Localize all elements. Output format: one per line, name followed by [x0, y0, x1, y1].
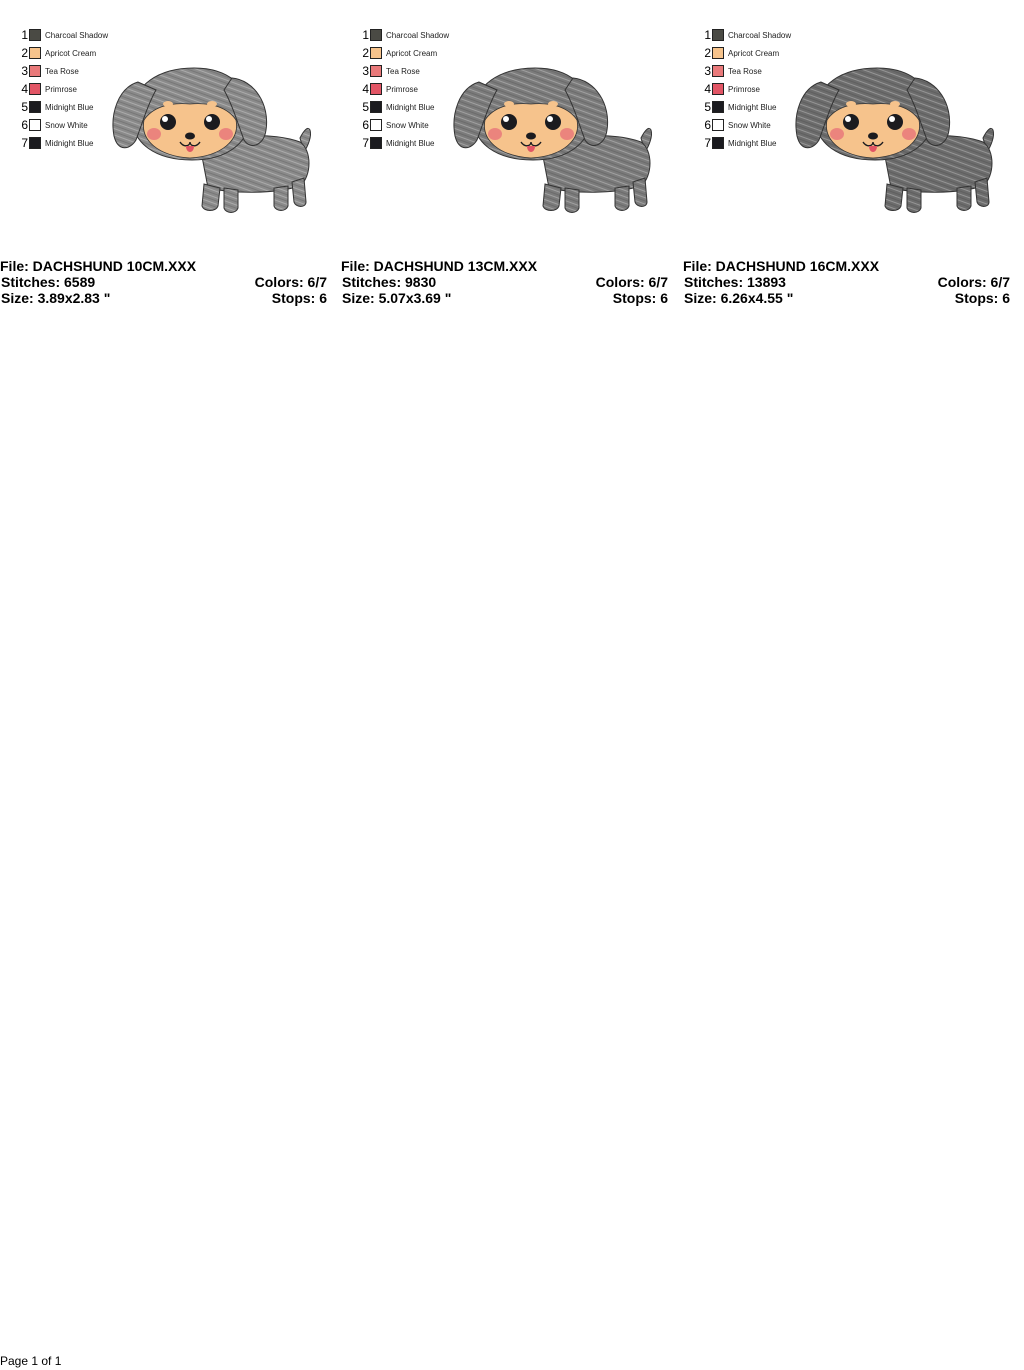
palette-row	[701, 80, 791, 98]
palette-row	[701, 134, 791, 152]
palette-number: 4	[704, 82, 711, 96]
palette-number: 3	[21, 64, 28, 78]
palette-swatch	[370, 101, 382, 113]
design-size: Size: 5.07x3.69 "	[342, 290, 452, 306]
palette-row	[18, 80, 108, 98]
palette-color-name: Midnight Blue	[45, 102, 94, 112]
palette-color-name: Primrose	[386, 84, 419, 94]
palette-color-name: Snow White	[728, 120, 771, 130]
color-count: Colors: 6/7	[254, 274, 327, 290]
palette-color-name: Midnight Blue	[386, 102, 435, 112]
palette-swatch	[712, 137, 724, 149]
palette-color-name: Charcoal Shadow	[728, 30, 792, 40]
palette-swatch	[712, 29, 724, 41]
palette-color-name: Midnight Blue	[45, 138, 94, 148]
palette-number: 6	[704, 118, 711, 132]
palette-color-name: Snow White	[45, 120, 88, 130]
palette-swatch	[712, 119, 724, 131]
palette-number: 2	[21, 46, 28, 60]
palette-row	[18, 26, 108, 44]
palette-row	[701, 26, 791, 44]
palette-color-name: Primrose	[45, 84, 78, 94]
color-count: Colors: 6/7	[595, 274, 668, 290]
palette-number: 5	[704, 100, 711, 114]
palette-row	[701, 116, 791, 134]
palette-row	[359, 98, 449, 116]
palette-swatch	[370, 137, 382, 149]
stop-count: Stops: 6	[612, 290, 668, 306]
palette-number: 4	[21, 82, 28, 96]
palette-swatch	[712, 83, 724, 95]
page-number: Page 1 of 1	[0, 1354, 62, 1368]
palette-number: 6	[362, 118, 369, 132]
color-count: Colors: 6/7	[937, 274, 1010, 290]
stitch-count: Stitches: 13893	[684, 274, 786, 290]
palette-swatch	[712, 47, 724, 59]
palette-row	[18, 116, 108, 134]
palette-number: 2	[704, 46, 711, 60]
palette-color-name: Midnight Blue	[386, 138, 435, 148]
file-name: File: DACHSHUND 16CM.XXX	[683, 258, 880, 274]
palette-row	[359, 44, 449, 62]
design-panel	[341, 0, 671, 320]
palette-number: 5	[21, 100, 28, 114]
palette-number: 1	[21, 28, 28, 42]
palette-row	[18, 44, 108, 62]
palette-swatch	[29, 137, 41, 149]
color-palette	[701, 26, 791, 152]
palette-row	[359, 116, 449, 134]
palette-number: 1	[704, 28, 711, 42]
palette-color-name: Snow White	[386, 120, 429, 130]
file-name: File: DACHSHUND 10CM.XXX	[0, 258, 197, 274]
stitch-count: Stitches: 9830	[342, 274, 437, 290]
palette-color-name: Apricot Cream	[386, 48, 438, 58]
design-panel	[683, 0, 1013, 320]
palette-number: 7	[704, 136, 711, 150]
palette-number: 4	[362, 82, 369, 96]
palette-color-name: Midnight Blue	[728, 102, 777, 112]
palette-row	[18, 98, 108, 116]
palette-swatch	[712, 65, 724, 77]
palette-swatch	[712, 101, 724, 113]
palette-color-name: Apricot Cream	[45, 48, 97, 58]
palette-row	[701, 44, 791, 62]
palette-swatch	[29, 65, 41, 77]
design-size: Size: 6.26x4.55 "	[684, 290, 794, 306]
palette-swatch	[370, 83, 382, 95]
palette-row	[359, 62, 449, 80]
palette-row	[359, 134, 449, 152]
palette-color-name: Charcoal Shadow	[386, 30, 450, 40]
palette-row	[359, 26, 449, 44]
color-palette	[359, 26, 449, 152]
palette-color-name: Charcoal Shadow	[45, 30, 109, 40]
palette-number: 2	[362, 46, 369, 60]
dachshund-embroidery-image	[104, 60, 324, 216]
palette-number: 7	[362, 136, 369, 150]
palette-number: 7	[21, 136, 28, 150]
stop-count: Stops: 6	[271, 290, 327, 306]
palette-color-name: Tea Rose	[386, 66, 420, 76]
palette-row	[18, 62, 108, 80]
dachshund-embroidery-image	[787, 60, 1007, 216]
palette-number: 3	[704, 64, 711, 78]
palette-color-name: Primrose	[728, 84, 761, 94]
palette-number: 5	[362, 100, 369, 114]
palette-row	[18, 134, 108, 152]
palette-swatch	[29, 29, 41, 41]
palette-row	[701, 62, 791, 80]
palette-number: 6	[21, 118, 28, 132]
palette-swatch	[29, 101, 41, 113]
palette-color-name: Tea Rose	[728, 66, 762, 76]
palette-swatch	[29, 83, 41, 95]
palette-color-name: Apricot Cream	[728, 48, 780, 58]
file-name: File: DACHSHUND 13CM.XXX	[341, 258, 538, 274]
palette-swatch	[370, 65, 382, 77]
palette-swatch	[370, 119, 382, 131]
stop-count: Stops: 6	[954, 290, 1010, 306]
palette-swatch	[370, 47, 382, 59]
palette-number: 3	[362, 64, 369, 78]
color-palette	[18, 26, 108, 152]
stitch-count: Stitches: 6589	[1, 274, 96, 290]
palette-swatch	[370, 29, 382, 41]
palette-color-name: Midnight Blue	[728, 138, 777, 148]
palette-swatch	[29, 119, 41, 131]
design-size: Size: 3.89x2.83 "	[1, 290, 111, 306]
palette-swatch	[29, 47, 41, 59]
palette-row	[359, 80, 449, 98]
dachshund-embroidery-image	[445, 60, 665, 216]
palette-color-name: Tea Rose	[45, 66, 79, 76]
palette-row	[701, 98, 791, 116]
design-panel	[0, 0, 330, 320]
palette-number: 1	[362, 28, 369, 42]
